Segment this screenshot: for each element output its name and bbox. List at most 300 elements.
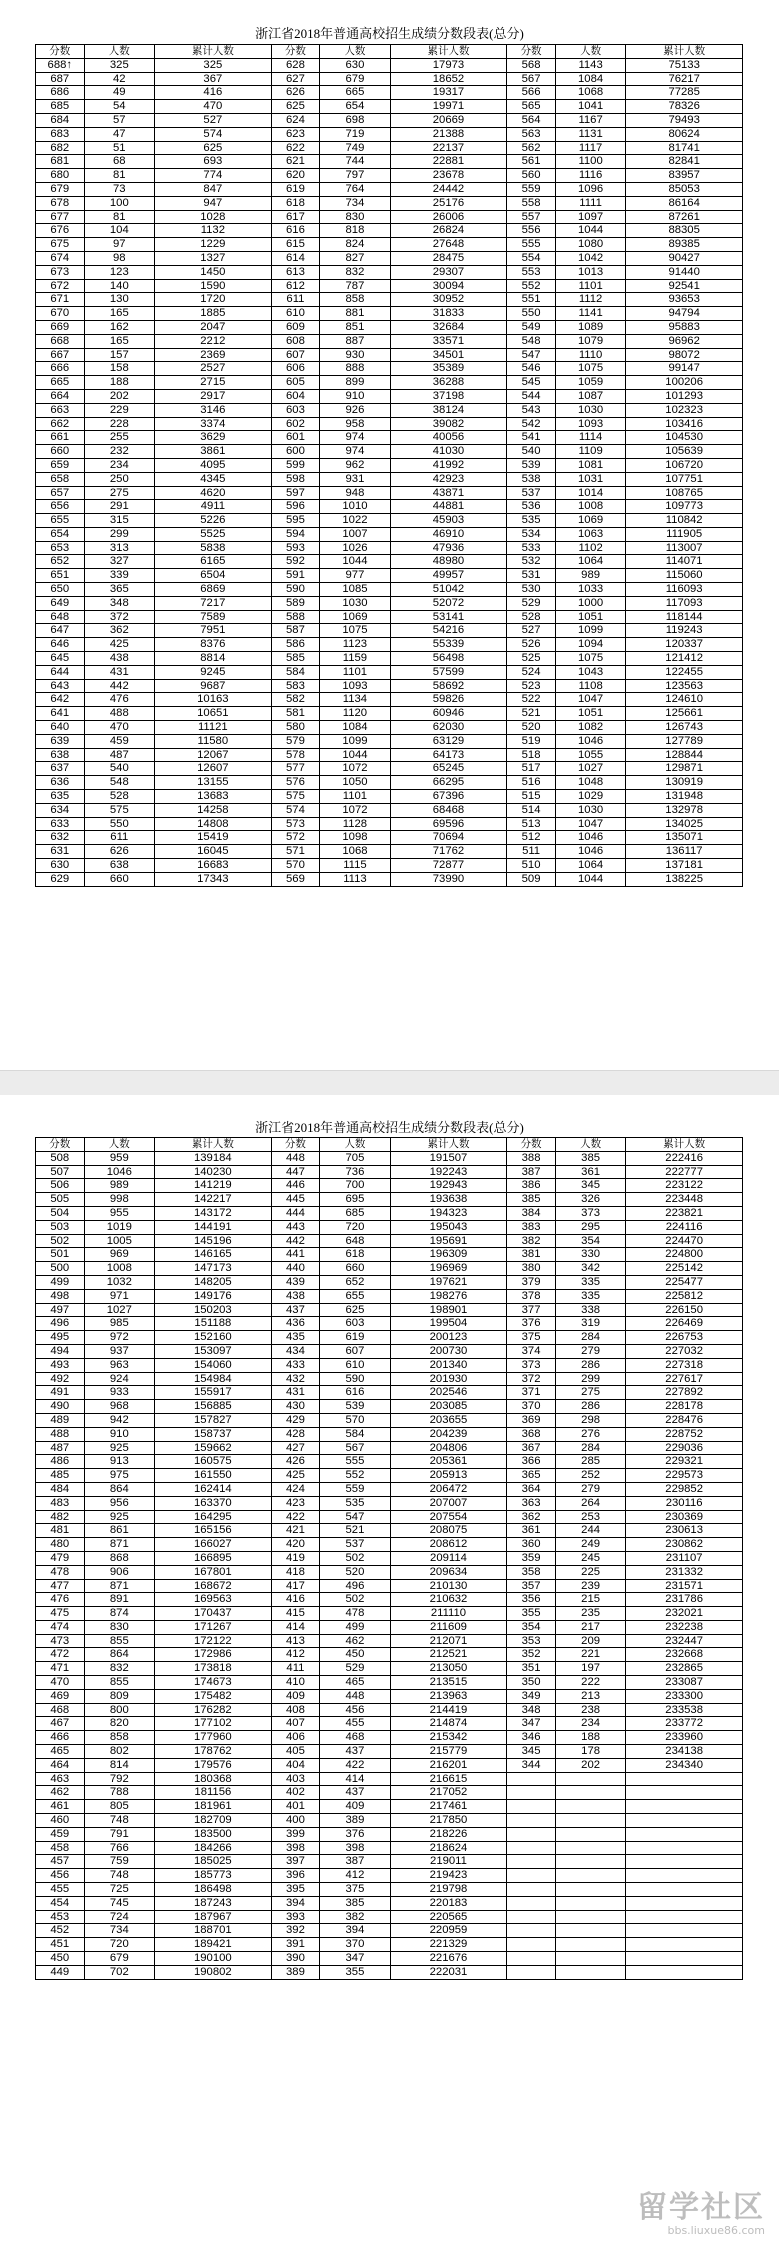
score-cell: 441 xyxy=(271,1248,320,1262)
cumulative-cell: 196309 xyxy=(390,1248,507,1262)
score-cell: 556 xyxy=(507,224,556,238)
count-cell: 335 xyxy=(555,1275,625,1289)
table-row xyxy=(36,1758,743,1772)
count-cell: 695 xyxy=(320,1193,390,1207)
score-cell: 561 xyxy=(507,155,556,169)
cumulative-cell: 119243 xyxy=(626,624,743,638)
cumulative-cell: 80624 xyxy=(626,127,743,141)
count-cell: 926 xyxy=(320,403,390,417)
score-cell: 647 xyxy=(36,624,85,638)
count-cell xyxy=(555,1869,625,1883)
cumulative-cell: 53141 xyxy=(390,610,507,624)
score-cell: 580 xyxy=(271,721,320,735)
cumulative-cell: 147173 xyxy=(155,1262,272,1276)
cumulative-cell: 228752 xyxy=(626,1427,743,1441)
table-row xyxy=(36,1386,743,1400)
count-cell: 1047 xyxy=(555,693,625,707)
count-cell: 814 xyxy=(84,1758,154,1772)
table-row xyxy=(36,348,743,362)
count-cell: 1131 xyxy=(555,127,625,141)
cumulative-cell: 36288 xyxy=(390,376,507,390)
count-cell: 930 xyxy=(320,348,390,362)
score-cell: 471 xyxy=(36,1662,85,1676)
cumulative-cell: 195691 xyxy=(390,1234,507,1248)
table-row xyxy=(36,1469,743,1483)
score-cell xyxy=(507,1814,556,1828)
score-cell: 361 xyxy=(507,1524,556,1538)
score-cell: 477 xyxy=(36,1579,85,1593)
count-cell: 720 xyxy=(320,1220,390,1234)
count-cell xyxy=(555,1938,625,1952)
cumulative-cell: 16683 xyxy=(155,859,272,873)
count-cell: 299 xyxy=(555,1372,625,1386)
count-cell: 1029 xyxy=(555,790,625,804)
score-cell: 389 xyxy=(271,1965,320,1979)
score-cell: 356 xyxy=(507,1593,556,1607)
count-cell: 229 xyxy=(84,403,154,417)
table-row xyxy=(36,1524,743,1538)
cumulative-cell: 233960 xyxy=(626,1731,743,1745)
score-cell xyxy=(507,1883,556,1897)
score-cell: 464 xyxy=(36,1758,85,1772)
cumulative-cell: 116093 xyxy=(626,583,743,597)
cumulative-cell: 17343 xyxy=(155,872,272,886)
score-cell: 433 xyxy=(271,1358,320,1372)
cumulative-cell: 88305 xyxy=(626,224,743,238)
score-cell: 490 xyxy=(36,1400,85,1414)
score-cell: 546 xyxy=(507,362,556,376)
table-row xyxy=(36,100,743,114)
cumulative-cell: 1450 xyxy=(155,265,272,279)
count-cell: 548 xyxy=(84,776,154,790)
count-cell: 1096 xyxy=(555,182,625,196)
score-cell: 586 xyxy=(271,638,320,652)
cumulative-cell: 1229 xyxy=(155,238,272,252)
header-row xyxy=(36,1138,743,1152)
table-row xyxy=(36,555,743,569)
cumulative-cell: 222416 xyxy=(626,1151,743,1165)
score-cell xyxy=(507,1896,556,1910)
cumulative-cell: 4620 xyxy=(155,486,272,500)
count-cell: 49 xyxy=(84,86,154,100)
cumulative-cell: 109773 xyxy=(626,500,743,514)
count-cell: 362 xyxy=(84,624,154,638)
cumulative-cell: 21388 xyxy=(390,127,507,141)
cumulative-cell: 22881 xyxy=(390,155,507,169)
count-cell: 975 xyxy=(84,1469,154,1483)
score-cell: 585 xyxy=(271,652,320,666)
table-row xyxy=(36,1703,743,1717)
score-cell: 687 xyxy=(36,72,85,86)
table-row xyxy=(36,1965,743,1979)
cumulative-cell: 224470 xyxy=(626,1234,743,1248)
count-cell: 520 xyxy=(320,1565,390,1579)
score-cell: 445 xyxy=(271,1193,320,1207)
count-cell: 540 xyxy=(84,762,154,776)
cumulative-cell: 185773 xyxy=(155,1869,272,1883)
score-cell: 663 xyxy=(36,403,85,417)
count-cell: 1044 xyxy=(555,872,625,886)
cumulative-cell: 205361 xyxy=(390,1455,507,1469)
cumulative-cell: 11121 xyxy=(155,721,272,735)
table-row xyxy=(36,334,743,348)
count-cell: 1044 xyxy=(320,748,390,762)
count-cell: 385 xyxy=(555,1151,625,1165)
table-row xyxy=(36,141,743,155)
count-cell: 158 xyxy=(84,362,154,376)
count-cell: 537 xyxy=(320,1538,390,1552)
count-cell: 1050 xyxy=(320,776,390,790)
count-cell: 1080 xyxy=(555,238,625,252)
table-row xyxy=(36,1896,743,1910)
count-cell: 933 xyxy=(84,1386,154,1400)
score-cell: 521 xyxy=(507,707,556,721)
cumulative-cell: 57599 xyxy=(390,665,507,679)
cumulative-cell: 6165 xyxy=(155,555,272,569)
cumulative-cell: 230613 xyxy=(626,1524,743,1538)
header-row xyxy=(36,45,743,59)
count-cell xyxy=(555,1841,625,1855)
header-cumulative: 累计人数 xyxy=(390,1138,507,1152)
count-cell: 1068 xyxy=(320,845,390,859)
score-cell: 444 xyxy=(271,1206,320,1220)
count-cell: 295 xyxy=(555,1220,625,1234)
table-row xyxy=(36,748,743,762)
cumulative-cell: 223122 xyxy=(626,1179,743,1193)
score-cell: 537 xyxy=(507,486,556,500)
cumulative-cell: 230369 xyxy=(626,1510,743,1524)
table-row xyxy=(36,486,743,500)
cumulative-cell xyxy=(626,1841,743,1855)
cumulative-cell: 158737 xyxy=(155,1427,272,1441)
cumulative-cell: 118144 xyxy=(626,610,743,624)
count-cell: 630 xyxy=(320,58,390,72)
table-row xyxy=(36,624,743,638)
cumulative-cell: 143172 xyxy=(155,1206,272,1220)
count-cell: 202 xyxy=(555,1758,625,1772)
cumulative-cell: 6504 xyxy=(155,569,272,583)
cumulative-cell: 144191 xyxy=(155,1220,272,1234)
cumulative-cell: 49957 xyxy=(390,569,507,583)
count-cell: 68 xyxy=(84,155,154,169)
count-cell: 1046 xyxy=(84,1165,154,1179)
count-cell: 955 xyxy=(84,1206,154,1220)
cumulative-cell: 126743 xyxy=(626,721,743,735)
score-cell: 641 xyxy=(36,707,85,721)
count-cell: 1026 xyxy=(320,541,390,555)
count-cell: 448 xyxy=(320,1689,390,1703)
count-cell: 1089 xyxy=(555,320,625,334)
count-cell: 338 xyxy=(555,1303,625,1317)
count-cell: 1032 xyxy=(84,1275,154,1289)
cumulative-cell: 217052 xyxy=(390,1786,507,1800)
score-cell: 415 xyxy=(271,1607,320,1621)
table-row xyxy=(36,665,743,679)
score-cell: 371 xyxy=(507,1386,556,1400)
count-cell: 275 xyxy=(84,486,154,500)
cumulative-cell: 1327 xyxy=(155,251,272,265)
cumulative-cell: 207007 xyxy=(390,1496,507,1510)
count-cell: 972 xyxy=(84,1331,154,1345)
cumulative-cell: 230116 xyxy=(626,1496,743,1510)
count-cell: 736 xyxy=(320,1165,390,1179)
score-cell: 385 xyxy=(507,1193,556,1207)
count-cell: 414 xyxy=(320,1772,390,1786)
table-row xyxy=(36,1662,743,1676)
score-cell: 396 xyxy=(271,1869,320,1883)
count-cell: 1099 xyxy=(555,624,625,638)
table-row xyxy=(36,1344,743,1358)
cumulative-cell: 211609 xyxy=(390,1620,507,1634)
count-cell: 1093 xyxy=(555,417,625,431)
score-cell: 379 xyxy=(507,1275,556,1289)
count-cell: 335 xyxy=(555,1289,625,1303)
score-sheet-1 xyxy=(0,0,779,1070)
cumulative-cell: 148205 xyxy=(155,1275,272,1289)
cumulative-cell xyxy=(626,1910,743,1924)
cumulative-cell: 625 xyxy=(155,141,272,155)
cumulative-cell: 122455 xyxy=(626,665,743,679)
score-cell: 572 xyxy=(271,831,320,845)
score-cell: 502 xyxy=(36,1234,85,1248)
score-cell: 364 xyxy=(507,1482,556,1496)
score-cell: 523 xyxy=(507,679,556,693)
cumulative-cell: 68468 xyxy=(390,803,507,817)
table-row xyxy=(36,652,743,666)
cumulative-cell: 12607 xyxy=(155,762,272,776)
watermark-url: bbs.liuxue86.com xyxy=(667,2224,765,2237)
count-cell: 874 xyxy=(84,1607,154,1621)
score-cell: 679 xyxy=(36,182,85,196)
cumulative-cell: 141219 xyxy=(155,1179,272,1193)
table-row xyxy=(36,1952,743,1966)
count-cell: 1102 xyxy=(555,541,625,555)
count-cell: 202 xyxy=(84,389,154,403)
cumulative-cell: 232865 xyxy=(626,1662,743,1676)
table-row xyxy=(36,224,743,238)
cumulative-cell: 79493 xyxy=(626,113,743,127)
score-cell: 673 xyxy=(36,265,85,279)
score-cell: 424 xyxy=(271,1482,320,1496)
score-cell xyxy=(507,1772,556,1786)
count-cell: 465 xyxy=(320,1676,390,1690)
score-cell: 540 xyxy=(507,445,556,459)
score-cell: 609 xyxy=(271,320,320,334)
count-cell: 971 xyxy=(84,1289,154,1303)
cumulative-cell: 19971 xyxy=(390,100,507,114)
cumulative-cell: 227892 xyxy=(626,1386,743,1400)
count-cell: 942 xyxy=(84,1413,154,1427)
cumulative-cell: 185025 xyxy=(155,1855,272,1869)
count-cell: 567 xyxy=(320,1441,390,1455)
count-cell: 1042 xyxy=(555,251,625,265)
count-cell: 284 xyxy=(555,1331,625,1345)
score-cell: 468 xyxy=(36,1703,85,1717)
count-cell: 792 xyxy=(84,1772,154,1786)
count-cell: 372 xyxy=(84,610,154,624)
table-row xyxy=(36,1151,743,1165)
score-cell: 399 xyxy=(271,1827,320,1841)
cumulative-cell: 3861 xyxy=(155,445,272,459)
score-cell: 548 xyxy=(507,334,556,348)
score-cell: 422 xyxy=(271,1510,320,1524)
score-cell: 613 xyxy=(271,265,320,279)
count-cell: 1030 xyxy=(555,803,625,817)
score-cell: 498 xyxy=(36,1289,85,1303)
cumulative-cell: 198276 xyxy=(390,1289,507,1303)
cumulative-cell: 105639 xyxy=(626,445,743,459)
count-cell: 285 xyxy=(555,1455,625,1469)
cumulative-cell: 216201 xyxy=(390,1758,507,1772)
table-row xyxy=(36,417,743,431)
score-cell: 381 xyxy=(507,1248,556,1262)
score-cell: 475 xyxy=(36,1607,85,1621)
score-cell: 401 xyxy=(271,1800,320,1814)
score-cell xyxy=(507,1965,556,1979)
score-cell: 575 xyxy=(271,790,320,804)
cumulative-cell: 174673 xyxy=(155,1676,272,1690)
cumulative-cell: 470 xyxy=(155,100,272,114)
score-cell: 530 xyxy=(507,583,556,597)
count-cell xyxy=(555,1855,625,1869)
table-row xyxy=(36,1910,743,1924)
cumulative-cell: 224800 xyxy=(626,1248,743,1262)
count-cell: 924 xyxy=(84,1372,154,1386)
cumulative-cell: 219423 xyxy=(390,1869,507,1883)
cumulative-cell: 234138 xyxy=(626,1745,743,1759)
count-cell: 1108 xyxy=(555,679,625,693)
count-cell: 276 xyxy=(555,1427,625,1441)
count-cell: 1116 xyxy=(555,169,625,183)
score-cell: 677 xyxy=(36,210,85,224)
score-cell: 676 xyxy=(36,224,85,238)
score-cell: 386 xyxy=(507,1179,556,1193)
score-cell: 669 xyxy=(36,320,85,334)
table-row xyxy=(36,1551,743,1565)
cumulative-cell: 66295 xyxy=(390,776,507,790)
cumulative-cell: 13683 xyxy=(155,790,272,804)
table-row xyxy=(36,389,743,403)
count-cell xyxy=(555,1965,625,1979)
score-cell: 633 xyxy=(36,817,85,831)
score-cell: 539 xyxy=(507,458,556,472)
count-cell: 1013 xyxy=(555,265,625,279)
count-cell: 1007 xyxy=(320,527,390,541)
cumulative-cell: 2527 xyxy=(155,362,272,376)
count-cell: 123 xyxy=(84,265,154,279)
score-cell: 563 xyxy=(507,127,556,141)
count-cell: 820 xyxy=(84,1717,154,1731)
cumulative-cell: 142217 xyxy=(155,1193,272,1207)
score-cell: 565 xyxy=(507,100,556,114)
score-cell: 432 xyxy=(271,1372,320,1386)
cumulative-cell: 227032 xyxy=(626,1344,743,1358)
header-score: 分数 xyxy=(507,45,556,59)
count-cell: 550 xyxy=(84,817,154,831)
score-cell: 686 xyxy=(36,86,85,100)
score-cell: 596 xyxy=(271,500,320,514)
table-row xyxy=(36,431,743,445)
count-cell: 1064 xyxy=(555,555,625,569)
cumulative-cell: 100206 xyxy=(626,376,743,390)
count-cell: 81 xyxy=(84,169,154,183)
table-row xyxy=(36,1413,743,1427)
score-cell: 533 xyxy=(507,541,556,555)
score-cell: 568 xyxy=(507,58,556,72)
score-cell: 438 xyxy=(271,1289,320,1303)
score-cell: 516 xyxy=(507,776,556,790)
cumulative-cell: 45903 xyxy=(390,514,507,528)
count-cell xyxy=(555,1883,625,1897)
cumulative-cell: 157827 xyxy=(155,1413,272,1427)
score-cell: 606 xyxy=(271,362,320,376)
count-cell: 1075 xyxy=(320,624,390,638)
score-cell: 420 xyxy=(271,1538,320,1552)
score-cell: 671 xyxy=(36,293,85,307)
count-cell: 881 xyxy=(320,307,390,321)
score-cell: 648 xyxy=(36,610,85,624)
header-cumulative: 累计人数 xyxy=(155,1138,272,1152)
cumulative-cell: 225477 xyxy=(626,1275,743,1289)
count-cell: 654 xyxy=(320,100,390,114)
cumulative-cell: 40056 xyxy=(390,431,507,445)
count-cell: 437 xyxy=(320,1786,390,1800)
score-cell: 653 xyxy=(36,541,85,555)
table-row xyxy=(36,1165,743,1179)
count-cell: 539 xyxy=(320,1400,390,1414)
cumulative-cell: 416 xyxy=(155,86,272,100)
count-cell: 977 xyxy=(320,569,390,583)
count-cell: 702 xyxy=(84,1965,154,1979)
cumulative-cell: 58692 xyxy=(390,679,507,693)
cumulative-cell: 83957 xyxy=(626,169,743,183)
count-cell: 1069 xyxy=(320,610,390,624)
cumulative-cell: 203655 xyxy=(390,1413,507,1427)
score-cell: 412 xyxy=(271,1648,320,1662)
score-cell: 564 xyxy=(507,113,556,127)
cumulative-cell: 229852 xyxy=(626,1482,743,1496)
count-cell: 861 xyxy=(84,1524,154,1538)
cumulative-cell: 9245 xyxy=(155,665,272,679)
score-cell: 344 xyxy=(507,1758,556,1772)
count-cell: 959 xyxy=(84,1151,154,1165)
count-cell: 529 xyxy=(320,1662,390,1676)
score-cell: 576 xyxy=(271,776,320,790)
count-cell: 584 xyxy=(320,1427,390,1441)
score-cell: 345 xyxy=(507,1745,556,1759)
cumulative-cell: 5525 xyxy=(155,527,272,541)
count-cell: 745 xyxy=(84,1896,154,1910)
count-cell: 1046 xyxy=(555,845,625,859)
cumulative-cell: 231332 xyxy=(626,1565,743,1579)
count-cell: 1159 xyxy=(320,652,390,666)
count-cell: 555 xyxy=(320,1455,390,1469)
cumulative-cell: 224116 xyxy=(626,1220,743,1234)
cumulative-cell: 234340 xyxy=(626,1758,743,1772)
cumulative-cell: 137181 xyxy=(626,859,743,873)
cumulative-cell: 34501 xyxy=(390,348,507,362)
table-row xyxy=(36,817,743,831)
count-cell: 685 xyxy=(320,1206,390,1220)
count-cell: 398 xyxy=(320,1841,390,1855)
count-cell: 298 xyxy=(555,1413,625,1427)
cumulative-cell: 108765 xyxy=(626,486,743,500)
cumulative-cell: 127789 xyxy=(626,734,743,748)
cumulative-cell: 229321 xyxy=(626,1455,743,1469)
cumulative-cell: 24442 xyxy=(390,182,507,196)
score-cell: 440 xyxy=(271,1262,320,1276)
cumulative-cell: 44881 xyxy=(390,500,507,514)
